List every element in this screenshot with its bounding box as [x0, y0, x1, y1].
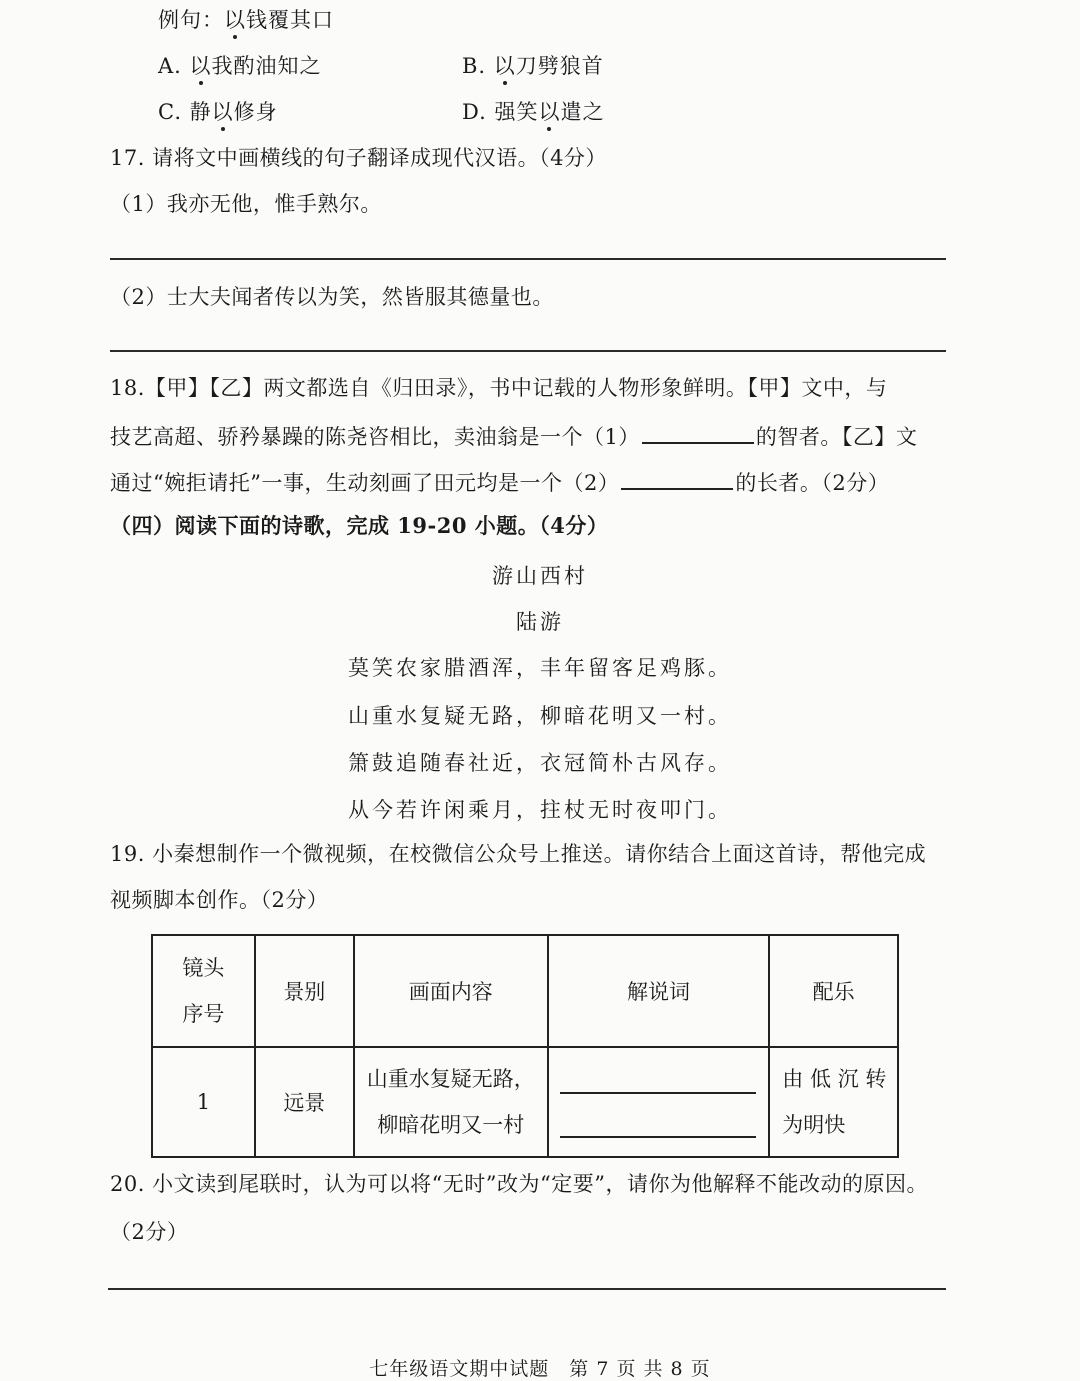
- q16-option-d: [462, 98, 604, 126]
- q17-item-2: （2）士大夫闻者传以为笑，然皆服其德量也。: [110, 285, 554, 309]
- option-d-rest: 遣之: [560, 100, 605, 124]
- header-shot-number: [152, 935, 255, 1047]
- narration-blank-1[interactable]: [560, 1066, 756, 1094]
- q18-line-2: [110, 420, 917, 451]
- option-c-rest: 修身: [233, 100, 278, 124]
- option-a-label: A.: [158, 54, 190, 78]
- option-a-marked-char: 以: [189, 54, 212, 78]
- option-b-rest: 刀劈狼首: [515, 54, 604, 78]
- section-4-heading: （四）阅读下面的诗歌，完成 19-20 小题。（4分）: [110, 513, 609, 538]
- header-shot-type: 景别: [255, 935, 354, 1047]
- header-frame-content: 画面内容: [354, 935, 548, 1047]
- video-script-table: [151, 934, 899, 1158]
- poem-line-4: 从今若许闲乘月，拄杖无时夜叩门。: [348, 798, 732, 822]
- header-shot-number-line-1: 镜头: [182, 956, 225, 980]
- q18-line-2-start: 技艺高超、骄矜暴躁的陈尧咨相比，卖油翁是一个（1）: [110, 425, 640, 449]
- q16-example: [158, 6, 334, 34]
- q20-line-2: （2分）: [110, 1220, 189, 1244]
- row-narration: [548, 1047, 770, 1157]
- q17-prompt: 17. 请将文中画横线的句子翻译成现代汉语。（4分）: [110, 146, 607, 170]
- header-shot-number-line-2: 序号: [182, 1002, 225, 1026]
- q19-line-1: 19. 小秦想制作一个微视频，在校微信公众号上推送。请你结合上面这首诗，帮他完成: [110, 842, 927, 866]
- header-music: 配乐: [769, 935, 898, 1047]
- q17-item-1: （1）我亦无他，惟手熟尔。: [110, 192, 382, 216]
- row-content-line-1: 山重水复疑无路，: [366, 1067, 535, 1091]
- q18-line-1: 18.【甲】【乙】两文都选自《归田录》，书中记载的人物形象鲜明。【甲】文中，与: [110, 376, 888, 400]
- poem-line-3: 箫鼓追随春社近，衣冠简朴古风存。: [348, 751, 732, 775]
- answer-line-q20[interactable]: [108, 1288, 946, 1290]
- option-b-label: B.: [462, 54, 494, 78]
- option-d-marked-char: 以: [538, 100, 561, 124]
- row-content-line-2: 柳暗花明又一村: [377, 1113, 525, 1137]
- row-frame-content: [354, 1047, 548, 1157]
- poem-author: 陆游: [516, 610, 564, 634]
- page-footer: 七年级语文期中试题 第 7 页 共 8 页: [369, 1358, 711, 1380]
- q16-example-marked-char: 以: [224, 8, 246, 32]
- poem-title: 游山西村: [492, 564, 588, 588]
- option-c-marked-char: 以: [211, 100, 234, 124]
- answer-line-q17-2[interactable]: [110, 350, 946, 352]
- q18-line-2-end: 的智者。【乙】文: [755, 425, 918, 449]
- answer-line-q17-1[interactable]: [110, 258, 946, 260]
- q18-blank-2[interactable]: [621, 466, 733, 490]
- q16-option-b: [462, 52, 604, 80]
- poem-line-2: 山重水复疑无路，柳暗花明又一村。: [348, 704, 732, 728]
- row-music: [769, 1047, 898, 1157]
- row-shot-type: 远景: [255, 1047, 354, 1157]
- option-c-label: C. 静: [158, 100, 212, 124]
- q16-option-c: [158, 98, 278, 126]
- q18-line-3-end: 的长者。（2分）: [735, 471, 890, 495]
- q19-line-2: 视频脚本创作。（2分）: [110, 888, 329, 912]
- narration-blank-2[interactable]: [560, 1110, 756, 1138]
- q16-example-rest: 钱覆其口: [246, 8, 334, 32]
- option-b-marked-char: 以: [493, 54, 516, 78]
- q20-line-1: 20. 小文读到尾联时，认为可以将“无时”改为“定要”，请你为他解释不能改动的原因。: [110, 1172, 929, 1196]
- row-music-line-1: 由 低 沉 转: [782, 1067, 887, 1091]
- q18-blank-1[interactable]: [642, 420, 754, 444]
- option-d-label: D. 强笑: [462, 100, 539, 124]
- row-number: 1: [152, 1047, 255, 1157]
- q16-option-a: [158, 52, 322, 80]
- q18-line-3-start: 通过“婉拒请托”一事，生动刻画了田元均是一个（2）: [110, 471, 620, 495]
- option-a-rest: 我酌油知之: [211, 54, 322, 78]
- table-row: [152, 1047, 898, 1157]
- table-header-row: [152, 935, 898, 1047]
- q16-example-label: 例句：: [158, 8, 224, 32]
- poem-line-1: 莫笑农家腊酒浑，丰年留客足鸡豚。: [348, 656, 732, 680]
- header-narration: 解说词: [548, 935, 770, 1047]
- q18-line-3: [110, 466, 889, 497]
- row-music-line-2: 为明快: [782, 1113, 846, 1137]
